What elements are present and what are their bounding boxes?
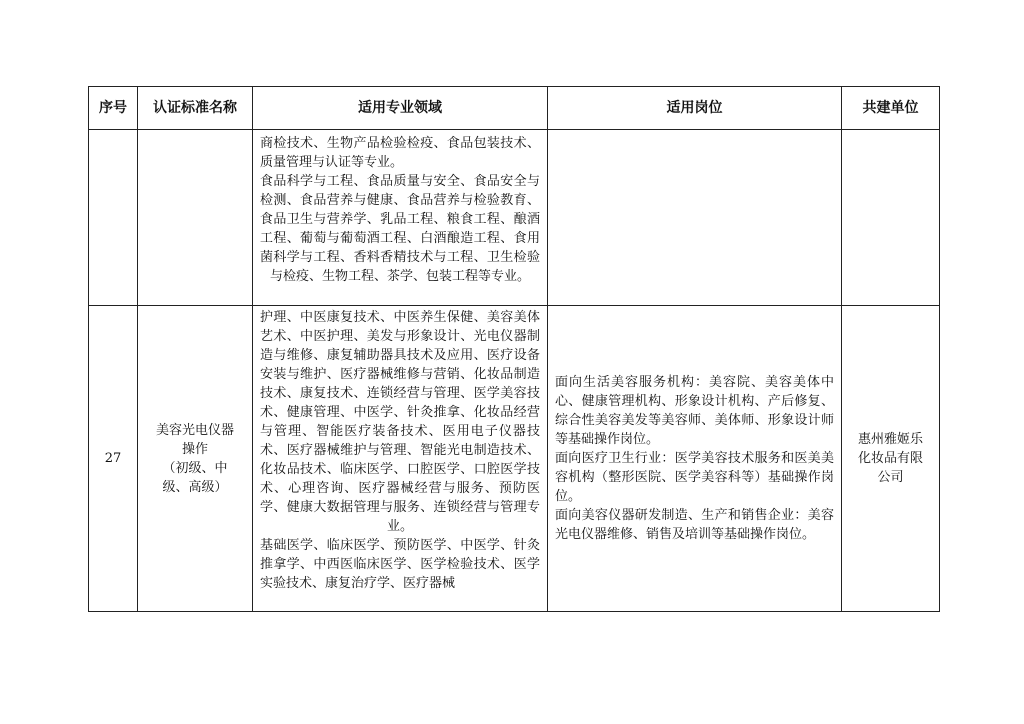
post-paragraph: 面向医疗卫生行业：医学美容技术服务和医美美容机构（整形医院、医学美容科等）基础操作岗位。: [555, 451, 834, 504]
header-applicable-field: 适用专业领域: [253, 87, 548, 130]
applicable-post-cell: [548, 306, 842, 612]
co-builder-line: 惠州雅姬乐: [857, 432, 923, 447]
seq-cell: 27: [89, 306, 138, 612]
table-row: [89, 306, 940, 612]
applicable-field-cell: [253, 306, 548, 612]
applicable-field-cell: [253, 130, 548, 306]
standard-name-cell: [138, 306, 253, 612]
standard-name-line: 美容光电仪器: [155, 422, 234, 438]
certification-table: [88, 86, 940, 612]
field-paragraph: 食品科学与工程、食品质量与安全、食品安全与检测、食品营养与健康、食品营养与检验教育、食品卫生与营养学、乳品工程、粮食工程、酿酒工程、葡萄与葡萄酒工程、白酒酿造工程、食用菌科学与工程、香料香精技术与工程、卫生检验与检疫、生物工程、茶学、包装工程等专业。: [260, 174, 540, 284]
table-row: [89, 130, 940, 306]
co-builder-cell: [842, 130, 940, 306]
table-header: [89, 87, 940, 130]
field-paragraph: 护理、中医康复技术、中医养生保健、美容美体艺术、中医护理、美发与形象设计、光电仪器制造与维修、康复辅助器具技术及应用、医疗设备安装与维护、医疗器械维修与营销、化妆品制造技术、康复技术、连锁经营与管理、医学美容技术、健康管理、中医学、针灸推拿、化妆品经营与管理、智能医疗装备技术、医用电子仪器技术、医疗器械维护与管理、智能光电制造技术、化妆品技术、临床医学、口腔医学、口腔医学技术、心理咨询、医疗器械经营与服务、预防医学、健康大数据管理与服务、连锁经营与管理专业。: [260, 310, 540, 534]
header-applicable-post: 适用岗位: [548, 87, 842, 130]
field-paragraph: 基础医学、临床医学、预防医学、中医学、针灸推拿学、中西医临床医学、医学检验技术、医学实验技术、康复治疗学、医疗器械: [260, 538, 540, 591]
co-builder-line: 公司: [877, 470, 904, 485]
field-paragraph: 商检技术、生物产品检验检疫、食品包装技术、质量管理与认证等专业。: [260, 136, 540, 170]
header-row: [89, 87, 940, 130]
standard-name-line: 操作: [181, 441, 208, 457]
header-seq: 序号: [89, 87, 138, 130]
header-standard-name: 认证标准名称: [138, 87, 253, 130]
seq-cell: [89, 130, 138, 306]
co-builder-line: 化妆品有限: [857, 451, 923, 466]
standard-name-line: 级、高级）: [162, 479, 228, 495]
standard-name-line: （初级、中: [162, 460, 228, 476]
co-builder-cell: [842, 306, 940, 612]
header-co-builder: 共建单位: [842, 87, 940, 130]
applicable-post-cell: [548, 130, 842, 306]
standard-name-cell: [138, 130, 253, 306]
post-paragraph: 面向生活美容服务机构：美容院、美容美体中心、健康管理机构、形象设计机构、产后修复、综合性美容美发等美容师、美体师、形象设计师等基础操作岗位。: [555, 375, 834, 447]
post-paragraph: 面向美容仪器研发制造、生产和销售企业：美容光电仪器维修、销售及培训等基础操作岗位。: [555, 508, 834, 542]
